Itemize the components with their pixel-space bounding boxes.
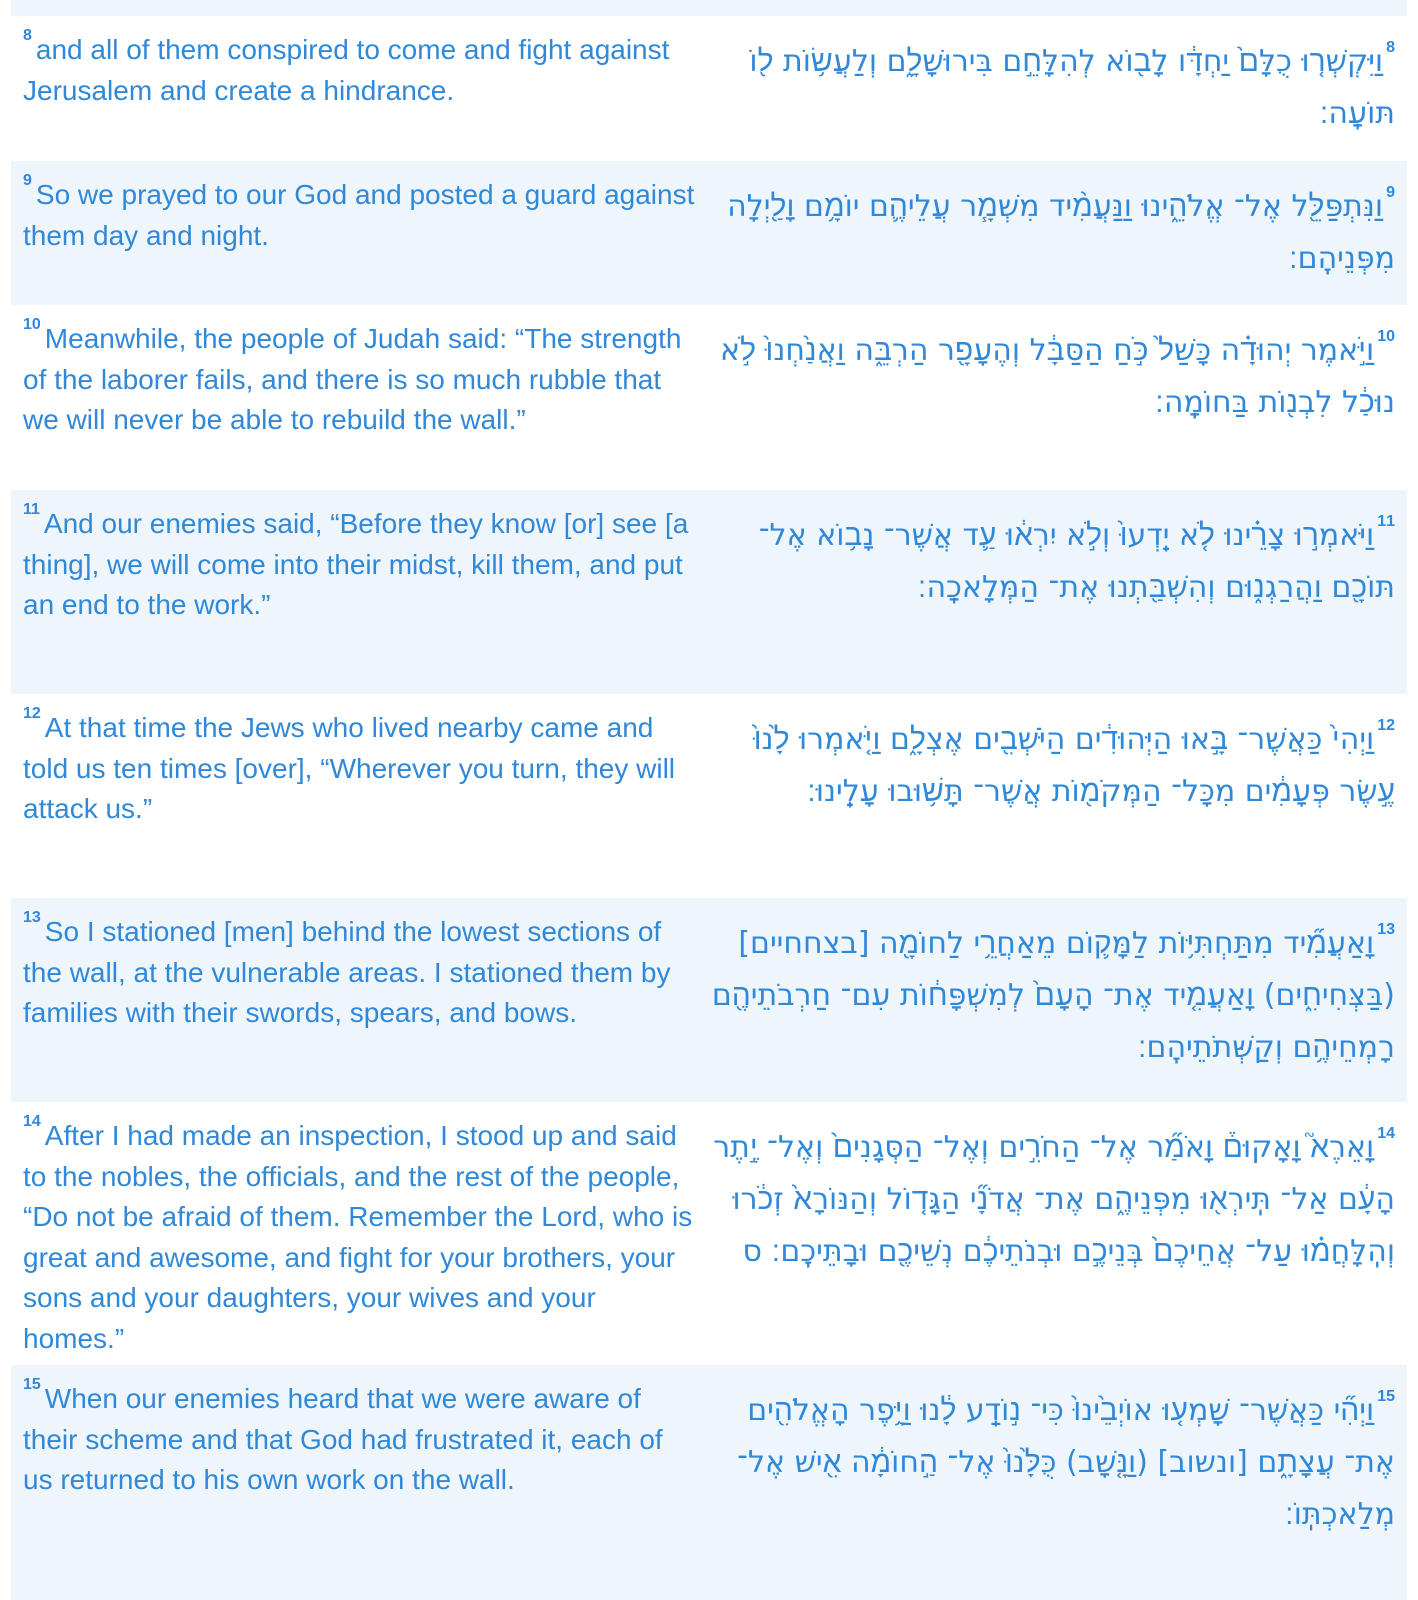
english-verse-9 (23, 172, 698, 256)
hebrew-verse-15 (705, 1385, 1395, 1541)
hebrew-text: וַיְהִ֞י כַּאֲשֶׁר־ שָׁמְע֤וּ אוֹיְבֵ֙ינוּ֙ כִּי־ נ֣וֹדַֽע לָ֔נוּ וַיָּ֥פֶר הָאֱלֹהִ֖ים אֶת־ עֲצָתָ֑ם [ונשוב] (וַנָּ֤שָׁב) כֻּלָּ֙נוּ֙ אֶל־ הַ֣חוֹמָ֔ה אִ֖ישׁ אֶל־ מְלַאכְתּֽוֹ׃ (737, 1393, 1395, 1532)
english-text: At that time the Jews who lived nearby came and told us ten times [over], “Wherever you turn, they will attack us.” (23, 712, 676, 824)
english-text: After I had made an inspection, I stood up and said to the nobles, the officials, and the rest of the people, “Do not be afraid of them. Remember the Lord, who is great and awesome, and fight for your brothers, your sons and your daughters, your wives and your homes.” (23, 1120, 693, 1354)
hebrew-text: וַיֹּאמְר֣וּ צָרֵ֗ינוּ לֹ֤א יֵֽדְעוּ֙ וְלֹ֣א יִרְא֔וּ עַ֛ד אֲשֶׁר־ נָב֥וֹא אֶל־ תּוֹכָ֖ם וַהֲרַגְנ֑וּם וְהִשְׁבַּ֖תְנוּ אֶת־ הַמְּלָאכָֽה׃ (758, 518, 1395, 605)
verse-row-10 (11, 305, 1407, 490)
english-verse-14 (23, 1113, 698, 1359)
verse-number: 10 (1377, 328, 1395, 345)
verse-row-9 (11, 161, 1407, 305)
hebrew-verse-14 (705, 1122, 1395, 1278)
hebrew-verse-9 (705, 181, 1395, 285)
hebrew-text: וָאַעֲמִ֞יד מִתַּחְתִּיּ֥וֹת לַמָּק֛וֹם מֵאַחֲרֵ֥י לַחוֹמָ֖ה [בצחחיים] (בַּצְּחִיחִ֑ים) וָאַעֲמִ֤יד אֶת־ הָעָם֙ לְמִשְׁפָּח֔וֹת עִם־ חַרְבֹתֵיהֶ֖ם רָמְחֵיהֶ֥ם וְקַשְּׁתֹתֵיהֶֽם׃ (711, 926, 1395, 1065)
verse-row-12 (11, 694, 1407, 898)
verse-number: 13 (23, 909, 41, 926)
verse-number: 8 (1386, 39, 1395, 56)
english-text: And our enemies said, “Before they know [or] see [a thing], we will come into their midst, kill them, and put an end to the work.” (23, 508, 689, 620)
english-text: Meanwhile, the people of Judah said: “The strength of the laborer fails, and there is so much rubble that we will never be able to rebuild the wall.” (23, 323, 682, 435)
verse-number: 14 (1377, 1125, 1395, 1142)
verse-number: 10 (23, 316, 41, 333)
english-verse-10 (23, 316, 698, 441)
english-text: So we prayed to our God and posted a guard against them day and night. (23, 179, 695, 251)
hebrew-verse-12 (705, 714, 1395, 818)
verse-row-13 (11, 898, 1407, 1102)
verse-row-11 (11, 490, 1407, 694)
verse-number: 15 (1377, 1388, 1395, 1405)
verse-number: 12 (23, 705, 41, 722)
hebrew-verse-10 (705, 325, 1395, 429)
previous-verse-row-edge (11, 0, 1407, 16)
english-verse-12 (23, 705, 698, 830)
verse-row-8 (11, 16, 1407, 161)
verse-number: 11 (23, 501, 40, 518)
hebrew-text: וַיֹּ֣אמֶר יְהוּדָ֗ה כָּשַׁל֙ כֹּ֣חַ הַסַּבָּ֔ל וְהֶעָפָ֖ר הַרְבֵּ֑ה וַאֲנַ֙חְנוּ֙ לֹ֣א נוּכַ֔ל לִבְנ֖וֹת בַּחוֹמָֽה׃ (720, 333, 1395, 420)
verse-number: 11 (1377, 513, 1395, 530)
verse-number: 13 (1377, 921, 1395, 938)
verse-number: 9 (23, 172, 32, 189)
english-verse-8 (23, 27, 698, 111)
hebrew-text: וַנִּתְפַּלֵּ֖ל אֶל־ אֱלֹהֵ֑ינוּ וַנַּעֲמִ֨יד מִשְׁמָ֧ר עֲלֵיהֶ֛ם יוֹמָ֥ם וָלַ֖יְלָה מִפְּנֵיהֶֽם׃ (727, 189, 1395, 276)
hebrew-text: וָאֵרֶא֮ וָאָקוּם֒ וָאֹמַ֞ר אֶל־ הַחֹרִ֣ים וְאֶל־ הַסְּגָנִים֙ וְאֶל־ יֶ֣תֶר הָעָ֔ם אַל־ תִּֽירְא֖וּ מִפְּנֵיהֶ֑ם אֶת־ אֲדֹנָ֞י הַגָּד֤וֹל וְהַנּוֹרָא֙ זְכֹ֔רוּ וְהִֽלָּחֲמ֗וּ עַל־ אֲחֵיכֶם֙ בְּנֵיכֶ֣ם וּבְנֹתֵיכֶ֔ם נְשֵׁיכֶ֖ם וּבָתֵּיכֶֽם׃ ס (713, 1130, 1395, 1269)
english-verse-11 (23, 501, 698, 626)
hebrew-verse-8 (705, 36, 1395, 140)
verse-row-14 (11, 1102, 1407, 1365)
verse-number: 15 (23, 1376, 41, 1393)
hebrew-text: וַיְהִי֙ כַּאֲשֶׁר־ בָּ֣אוּ הַיְּהוּדִ֔ים הַיֹּשְׁבִ֖ים אֶצְלָ֑ם וַיֹּ֤אמְרוּ לָ֙נוּ֙ עֶ֣שֶׂר פְּעָמִ֔ים מִכָּל־ הַמְּקֹמ֖וֹת אֲשֶׁר־ תָּשׁ֥וּבוּ עָלֵֽינוּ׃ (753, 722, 1395, 809)
english-text: When our enemies heard that we were aware of their scheme and that God had frustrated it, each of us returned to his own work on the wall. (23, 1383, 663, 1495)
verse-number: 9 (1386, 184, 1395, 201)
verse-table (11, 16, 1407, 1600)
verse-row-15 (11, 1365, 1407, 1600)
hebrew-verse-13 (705, 918, 1395, 1074)
english-text: and all of them conspired to come and fight against Jerusalem and create a hindrance. (23, 34, 670, 106)
verse-number: 14 (23, 1113, 41, 1130)
hebrew-text: וַיִּקְשְׁר֤וּ כֻלָּם֙ יַחְדָּ֔ו לָב֖וֹא לְהִלָּחֵ֣ם בִּירוּשָׁלִָ֑ם וְלַעֲשׂ֥וֹת ל֖וֹ תּוֹעָֽה׃ (749, 44, 1395, 131)
english-verse-13 (23, 909, 698, 1034)
verse-number: 8 (23, 27, 32, 44)
hebrew-verse-11 (705, 510, 1395, 614)
english-text: So I stationed [men] behind the lowest sections of the wall, at the vulnerable areas. I stationed them by families with their swords, spears, and bows. (23, 916, 671, 1028)
english-verse-15 (23, 1376, 698, 1501)
verse-number: 12 (1377, 717, 1395, 734)
